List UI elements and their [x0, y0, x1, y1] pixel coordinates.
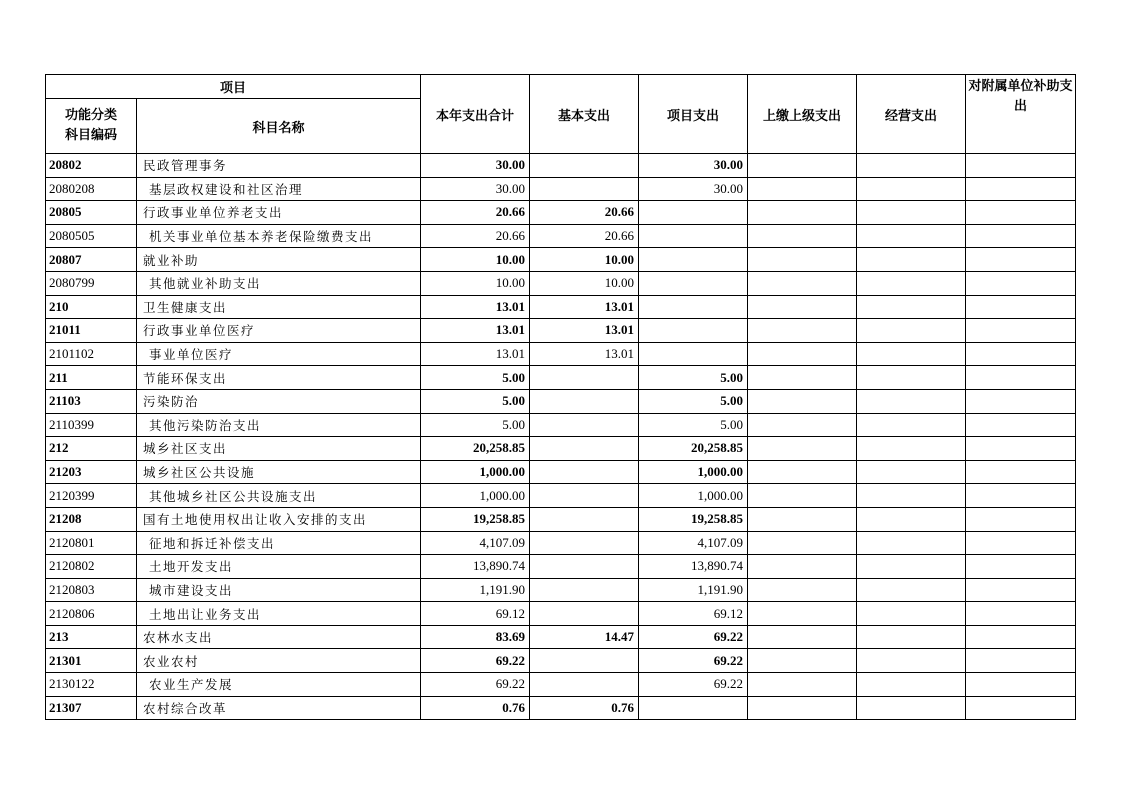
subsidy-cell — [966, 578, 1076, 602]
total-cell: 5.00 — [421, 413, 530, 437]
project-cell: 69.22 — [639, 625, 748, 649]
total-cell: 5.00 — [421, 366, 530, 390]
subsidy-cell — [966, 319, 1076, 343]
header-func-code-line2: 科目编码 — [64, 128, 117, 143]
table-row — [46, 319, 1076, 343]
business-cell — [857, 507, 966, 531]
code-cell: 2120802 — [46, 555, 137, 579]
total-cell: 13.01 — [421, 295, 530, 319]
subject-name-cell: 城乡社区支出 — [137, 437, 421, 461]
remit-cell — [748, 248, 857, 272]
basic-cell: 10.00 — [530, 271, 639, 295]
subsidy-cell — [966, 484, 1076, 508]
project-cell — [639, 295, 748, 319]
business-cell — [857, 578, 966, 602]
table-row — [46, 271, 1076, 295]
subsidy-cell — [966, 177, 1076, 201]
total-cell: 83.69 — [421, 625, 530, 649]
header-col-remit: 上缴上级支出 — [748, 75, 857, 154]
table-row — [46, 696, 1076, 720]
code-cell: 20807 — [46, 248, 137, 272]
code-cell: 210 — [46, 295, 137, 319]
business-cell — [857, 649, 966, 673]
table-row — [46, 578, 1076, 602]
remit-cell — [748, 342, 857, 366]
project-cell: 69.12 — [639, 602, 748, 626]
business-cell — [857, 696, 966, 720]
subject-name-cell: 农林水支出 — [137, 625, 421, 649]
total-cell: 69.12 — [421, 602, 530, 626]
project-cell: 20,258.85 — [639, 437, 748, 461]
remit-cell — [748, 460, 857, 484]
total-cell: 30.00 — [421, 177, 530, 201]
code-cell: 2080799 — [46, 271, 137, 295]
table-row — [46, 295, 1076, 319]
subsidy-cell — [966, 555, 1076, 579]
basic-cell — [530, 413, 639, 437]
subsidy-cell — [966, 201, 1076, 225]
table-row — [46, 437, 1076, 461]
code-cell: 2120801 — [46, 531, 137, 555]
subject-name-cell: 农业生产发展 — [137, 673, 421, 697]
expenditure-table — [45, 74, 1076, 720]
subject-name-cell: 土地出让业务支出 — [137, 602, 421, 626]
subject-name-cell: 卫生健康支出 — [137, 295, 421, 319]
project-cell: 19,258.85 — [639, 507, 748, 531]
remit-cell — [748, 319, 857, 343]
project-cell — [639, 248, 748, 272]
code-cell: 2120803 — [46, 578, 137, 602]
subsidy-cell — [966, 460, 1076, 484]
header-func-code — [46, 99, 137, 154]
business-cell — [857, 177, 966, 201]
remit-cell — [748, 531, 857, 555]
code-cell: 2080505 — [46, 224, 137, 248]
basic-cell — [530, 437, 639, 461]
code-cell: 20802 — [46, 154, 137, 178]
remit-cell — [748, 696, 857, 720]
basic-cell — [530, 366, 639, 390]
table-row — [46, 649, 1076, 673]
remit-cell — [748, 437, 857, 461]
remit-cell — [748, 295, 857, 319]
basic-cell — [530, 484, 639, 508]
basic-cell — [530, 578, 639, 602]
subsidy-cell — [966, 366, 1076, 390]
total-cell: 69.22 — [421, 649, 530, 673]
subsidy-cell — [966, 389, 1076, 413]
table-body — [46, 154, 1076, 720]
table-row — [46, 625, 1076, 649]
code-cell: 212 — [46, 437, 137, 461]
total-cell: 1,000.00 — [421, 484, 530, 508]
basic-cell — [530, 154, 639, 178]
remit-cell — [748, 413, 857, 437]
subject-name-cell: 节能环保支出 — [137, 366, 421, 390]
header-func-code-line1: 功能分类 — [64, 108, 117, 123]
code-cell: 2101102 — [46, 342, 137, 366]
table-header — [46, 75, 1076, 154]
table-row — [46, 224, 1076, 248]
table-row — [46, 201, 1076, 225]
table-row — [46, 342, 1076, 366]
remit-cell — [748, 578, 857, 602]
project-cell: 4,107.09 — [639, 531, 748, 555]
subject-name-cell: 行政事业单位医疗 — [137, 319, 421, 343]
subject-name-cell: 就业补助 — [137, 248, 421, 272]
total-cell: 1,191.90 — [421, 578, 530, 602]
business-cell — [857, 201, 966, 225]
remit-cell — [748, 649, 857, 673]
basic-cell: 20.66 — [530, 201, 639, 225]
total-cell: 13.01 — [421, 342, 530, 366]
code-cell: 2110399 — [46, 413, 137, 437]
header-col-subsidy: 对附属单位补助支出 — [966, 75, 1076, 154]
table-row — [46, 413, 1076, 437]
table-row — [46, 154, 1076, 178]
subject-name-cell: 农村综合改革 — [137, 696, 421, 720]
business-cell — [857, 413, 966, 437]
total-cell: 5.00 — [421, 389, 530, 413]
subsidy-cell — [966, 437, 1076, 461]
code-cell: 21307 — [46, 696, 137, 720]
project-cell: 30.00 — [639, 154, 748, 178]
header-col-business: 经营支出 — [857, 75, 966, 154]
code-cell: 2130122 — [46, 673, 137, 697]
code-cell: 213 — [46, 625, 137, 649]
subsidy-cell — [966, 649, 1076, 673]
subject-name-cell: 污染防治 — [137, 389, 421, 413]
subsidy-cell — [966, 342, 1076, 366]
project-cell — [639, 319, 748, 343]
table-row — [46, 602, 1076, 626]
remit-cell — [748, 555, 857, 579]
business-cell — [857, 555, 966, 579]
basic-cell: 13.01 — [530, 319, 639, 343]
remit-cell — [748, 366, 857, 390]
business-cell — [857, 460, 966, 484]
subsidy-cell — [966, 154, 1076, 178]
business-cell — [857, 224, 966, 248]
business-cell — [857, 389, 966, 413]
business-cell — [857, 366, 966, 390]
subject-name-cell: 基层政权建设和社区治理 — [137, 177, 421, 201]
remit-cell — [748, 602, 857, 626]
subject-name-cell: 民政管理事务 — [137, 154, 421, 178]
remit-cell — [748, 625, 857, 649]
code-cell: 2120399 — [46, 484, 137, 508]
table-row — [46, 389, 1076, 413]
business-cell — [857, 319, 966, 343]
project-cell: 5.00 — [639, 413, 748, 437]
subject-name-cell: 其他城乡社区公共设施支出 — [137, 484, 421, 508]
project-cell: 1,191.90 — [639, 578, 748, 602]
subject-name-cell: 城市建设支出 — [137, 578, 421, 602]
code-cell: 211 — [46, 366, 137, 390]
total-cell: 30.00 — [421, 154, 530, 178]
basic-cell — [530, 177, 639, 201]
subsidy-cell — [966, 271, 1076, 295]
remit-cell — [748, 389, 857, 413]
total-cell: 0.76 — [421, 696, 530, 720]
subject-name-cell: 行政事业单位养老支出 — [137, 201, 421, 225]
project-cell: 69.22 — [639, 673, 748, 697]
remit-cell — [748, 507, 857, 531]
header-col-total: 本年支出合计 — [421, 75, 530, 154]
remit-cell — [748, 673, 857, 697]
code-cell: 21203 — [46, 460, 137, 484]
basic-cell — [530, 555, 639, 579]
total-cell: 20.66 — [421, 201, 530, 225]
business-cell — [857, 248, 966, 272]
table-row — [46, 673, 1076, 697]
basic-cell: 10.00 — [530, 248, 639, 272]
basic-cell: 13.01 — [530, 342, 639, 366]
subsidy-cell — [966, 507, 1076, 531]
table-row — [46, 484, 1076, 508]
remit-cell — [748, 484, 857, 508]
subject-name-cell: 农业农村 — [137, 649, 421, 673]
basic-cell — [530, 531, 639, 555]
table-row — [46, 248, 1076, 272]
business-cell — [857, 154, 966, 178]
header-col-basic: 基本支出 — [530, 75, 639, 154]
remit-cell — [748, 154, 857, 178]
total-cell: 13.01 — [421, 319, 530, 343]
header-item: 项目 — [46, 75, 421, 99]
business-cell — [857, 602, 966, 626]
table-row — [46, 555, 1076, 579]
project-cell — [639, 271, 748, 295]
basic-cell — [530, 673, 639, 697]
project-cell: 5.00 — [639, 366, 748, 390]
table-row — [46, 177, 1076, 201]
project-cell — [639, 201, 748, 225]
total-cell: 20,258.85 — [421, 437, 530, 461]
total-cell: 10.00 — [421, 248, 530, 272]
project-cell: 1,000.00 — [639, 484, 748, 508]
total-cell: 1,000.00 — [421, 460, 530, 484]
subsidy-cell — [966, 413, 1076, 437]
subsidy-cell — [966, 248, 1076, 272]
business-cell — [857, 531, 966, 555]
business-cell — [857, 271, 966, 295]
total-cell: 10.00 — [421, 271, 530, 295]
project-cell — [639, 696, 748, 720]
subsidy-cell — [966, 531, 1076, 555]
subsidy-cell — [966, 295, 1076, 319]
total-cell: 13,890.74 — [421, 555, 530, 579]
business-cell — [857, 295, 966, 319]
business-cell — [857, 342, 966, 366]
subject-name-cell: 城乡社区公共设施 — [137, 460, 421, 484]
project-cell: 1,000.00 — [639, 460, 748, 484]
subsidy-cell — [966, 602, 1076, 626]
total-cell: 4,107.09 — [421, 531, 530, 555]
remit-cell — [748, 177, 857, 201]
project-cell: 30.00 — [639, 177, 748, 201]
subsidy-cell — [966, 224, 1076, 248]
project-cell: 13,890.74 — [639, 555, 748, 579]
header-subject-name: 科目名称 — [137, 99, 421, 154]
total-cell: 19,258.85 — [421, 507, 530, 531]
business-cell — [857, 673, 966, 697]
basic-cell — [530, 602, 639, 626]
subject-name-cell: 机关事业单位基本养老保险缴费支出 — [137, 224, 421, 248]
basic-cell: 20.66 — [530, 224, 639, 248]
remit-cell — [748, 224, 857, 248]
code-cell: 2080208 — [46, 177, 137, 201]
subject-name-cell: 国有土地使用权出让收入安排的支出 — [137, 507, 421, 531]
code-cell: 2120806 — [46, 602, 137, 626]
project-cell — [639, 224, 748, 248]
project-cell: 69.22 — [639, 649, 748, 673]
table-row — [46, 366, 1076, 390]
remit-cell — [748, 201, 857, 225]
subsidy-cell — [966, 696, 1076, 720]
total-cell: 69.22 — [421, 673, 530, 697]
basic-cell — [530, 649, 639, 673]
basic-cell: 0.76 — [530, 696, 639, 720]
subject-name-cell: 其他就业补助支出 — [137, 271, 421, 295]
table-row — [46, 531, 1076, 555]
basic-cell: 14.47 — [530, 625, 639, 649]
table-row — [46, 507, 1076, 531]
header-col-project: 项目支出 — [639, 75, 748, 154]
subject-name-cell: 事业单位医疗 — [137, 342, 421, 366]
subject-name-cell: 其他污染防治支出 — [137, 413, 421, 437]
basic-cell — [530, 460, 639, 484]
project-cell — [639, 342, 748, 366]
business-cell — [857, 484, 966, 508]
project-cell: 5.00 — [639, 389, 748, 413]
business-cell — [857, 625, 966, 649]
basic-cell: 13.01 — [530, 295, 639, 319]
subsidy-cell — [966, 625, 1076, 649]
code-cell: 21011 — [46, 319, 137, 343]
remit-cell — [748, 271, 857, 295]
basic-cell — [530, 389, 639, 413]
subject-name-cell: 土地开发支出 — [137, 555, 421, 579]
table-row — [46, 460, 1076, 484]
code-cell: 21103 — [46, 389, 137, 413]
code-cell: 21301 — [46, 649, 137, 673]
subject-name-cell: 征地和拆迁补偿支出 — [137, 531, 421, 555]
subsidy-cell — [966, 673, 1076, 697]
business-cell — [857, 437, 966, 461]
total-cell: 20.66 — [421, 224, 530, 248]
code-cell: 20805 — [46, 201, 137, 225]
code-cell: 21208 — [46, 507, 137, 531]
basic-cell — [530, 507, 639, 531]
